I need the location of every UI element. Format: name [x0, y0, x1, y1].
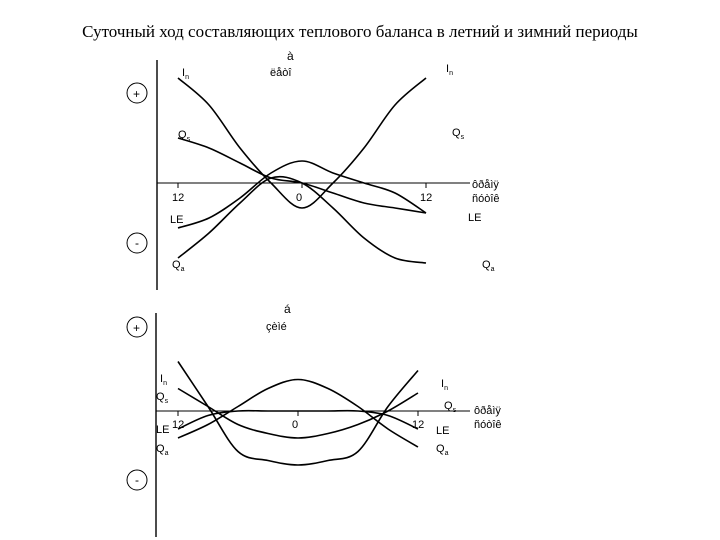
series-label-right: LE [468, 212, 482, 224]
slide-title: Суточный ход составляющих теплового баланса в летний и зимний периоды [82, 22, 638, 41]
x-tick-label: 12 [172, 419, 185, 431]
series-label-right: $Q_s$ [444, 400, 457, 414]
x-tick-label: 12 [420, 192, 433, 204]
series-label-right: $Q_a$ [482, 259, 495, 273]
minus-sign: - [135, 473, 139, 487]
panel-name: ëåòî [270, 67, 292, 79]
series-label-left: $I_n$ [182, 67, 189, 81]
x-tick-label: 0 [296, 192, 303, 204]
series-label-left: $Q_a$ [172, 259, 185, 273]
series-label-right: LE [436, 425, 450, 437]
series-label-right: $Q_a$ [436, 443, 449, 457]
x-axis-label: ñóòîê [474, 419, 502, 431]
series-line [178, 78, 426, 208]
series-label-right: $I_n$ [446, 63, 453, 77]
series-label-left: $Q_a$ [156, 443, 169, 457]
series-label-left: LE [156, 424, 170, 436]
series-label-right: $Q_s$ [452, 127, 465, 141]
series-label-left: $Q_s$ [178, 129, 191, 143]
x-tick-label: 0 [292, 419, 299, 431]
x-tick-label: 12 [412, 419, 425, 431]
x-axis-label: ôðåìÿ [474, 405, 501, 417]
series-label-right: $I_n$ [441, 378, 448, 392]
x-axis-label: ñóòîê [472, 193, 500, 205]
plus-sign: + [133, 321, 141, 335]
x-tick-label: 12 [172, 192, 185, 204]
series-label-left: $Q_s$ [156, 391, 169, 405]
panel-label: á [284, 302, 291, 316]
series-label-left: LE [170, 214, 184, 226]
panel-name: çèìé [266, 321, 287, 333]
x-axis-label: ôðåìÿ [472, 179, 499, 191]
panel-label: à [287, 49, 294, 63]
minus-sign: - [135, 236, 139, 250]
series-label-left: $I_n$ [160, 373, 167, 387]
plus-sign: + [133, 87, 141, 101]
